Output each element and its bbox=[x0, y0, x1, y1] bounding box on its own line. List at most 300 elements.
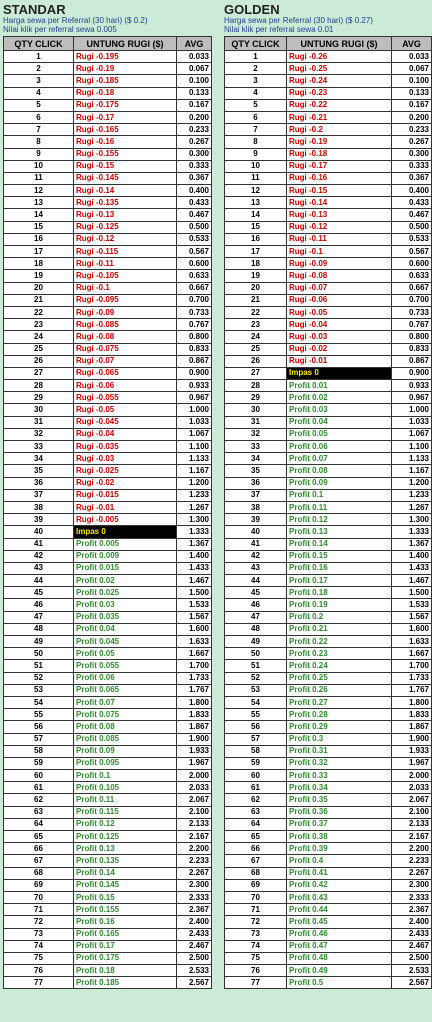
profit-loss-cell: Profit 0.41 bbox=[287, 867, 392, 879]
profit-loss-cell: Rugi -0.175 bbox=[74, 99, 177, 111]
qty-click-cell: 47 bbox=[225, 611, 287, 623]
avg-cell: 0.400 bbox=[177, 185, 212, 197]
avg-cell: 1.633 bbox=[177, 636, 212, 648]
table-row bbox=[225, 392, 432, 404]
table-row bbox=[225, 587, 432, 599]
table-row bbox=[4, 209, 212, 221]
profit-loss-cell: Profit 0.14 bbox=[287, 538, 392, 550]
profit-loss-cell: Rugi -0.24 bbox=[287, 75, 392, 87]
profit-loss-cell: Profit 0.43 bbox=[287, 891, 392, 903]
table-row bbox=[4, 672, 212, 684]
qty-click-cell: 38 bbox=[4, 501, 74, 513]
qty-click-cell: 13 bbox=[225, 197, 287, 209]
avg-cell: 1.000 bbox=[392, 404, 432, 416]
profit-loss-cell: Profit 0.085 bbox=[74, 733, 177, 745]
table-row bbox=[4, 587, 212, 599]
profit-loss-cell: Profit 0.31 bbox=[287, 745, 392, 757]
avg-cell: 0.533 bbox=[392, 233, 432, 245]
table-row bbox=[225, 672, 432, 684]
table-header-row bbox=[4, 37, 212, 51]
profit-loss-cell: Rugi -0.09 bbox=[287, 258, 392, 270]
table-row bbox=[4, 648, 212, 660]
profit-loss-cell: Profit 0.135 bbox=[74, 855, 177, 867]
profit-loss-cell: Rugi -0.18 bbox=[287, 148, 392, 160]
avg-cell: 2.367 bbox=[392, 904, 432, 916]
profit-loss-cell: Rugi -0.2 bbox=[287, 124, 392, 136]
profit-loss-cell: Rugi -0.015 bbox=[74, 489, 177, 501]
table-row bbox=[225, 209, 432, 221]
table-row bbox=[225, 709, 432, 721]
table-row bbox=[4, 319, 212, 331]
avg-cell: 2.500 bbox=[392, 952, 432, 964]
qty-click-cell: 68 bbox=[225, 867, 287, 879]
avg-cell: 1.700 bbox=[392, 660, 432, 672]
avg-cell: 2.400 bbox=[392, 916, 432, 928]
table-row bbox=[225, 221, 432, 233]
table-row bbox=[4, 367, 212, 379]
table-row bbox=[225, 355, 432, 367]
standar-table bbox=[3, 36, 212, 989]
qty-click-cell: 39 bbox=[4, 514, 74, 526]
qty-click-cell: 26 bbox=[4, 355, 74, 367]
qty-click-cell: 14 bbox=[4, 209, 74, 221]
profit-loss-cell: Profit 0.42 bbox=[287, 879, 392, 891]
table-row bbox=[225, 294, 432, 306]
table-row bbox=[4, 818, 212, 830]
qty-click-cell: 43 bbox=[4, 562, 74, 574]
avg-cell: 2.567 bbox=[177, 977, 212, 989]
qty-click-cell: 56 bbox=[225, 721, 287, 733]
profit-loss-cell: Profit 0.28 bbox=[287, 709, 392, 721]
profit-loss-cell: Profit 0.15 bbox=[287, 550, 392, 562]
table-row bbox=[225, 246, 432, 258]
avg-cell: 2.133 bbox=[177, 818, 212, 830]
qty-click-cell: 42 bbox=[225, 550, 287, 562]
profit-loss-cell: Profit 0.2 bbox=[287, 611, 392, 623]
profit-loss-cell: Profit 0.24 bbox=[287, 660, 392, 672]
avg-cell: 0.733 bbox=[392, 306, 432, 318]
avg-cell: 0.933 bbox=[177, 380, 212, 392]
qty-click-cell: 49 bbox=[4, 636, 74, 648]
golden-table-body bbox=[225, 51, 432, 989]
qty-click-cell: 75 bbox=[225, 952, 287, 964]
profit-loss-cell: Profit 0.185 bbox=[74, 977, 177, 989]
profit-loss-cell: Profit 0.19 bbox=[287, 599, 392, 611]
qty-click-cell: 69 bbox=[4, 879, 74, 891]
qty-click-cell: 4 bbox=[4, 87, 74, 99]
table-row bbox=[225, 233, 432, 245]
table-row bbox=[4, 757, 212, 769]
avg-cell: 0.900 bbox=[392, 367, 432, 379]
qty-click-cell: 45 bbox=[225, 587, 287, 599]
avg-cell: 0.333 bbox=[177, 160, 212, 172]
qty-click-cell: 63 bbox=[225, 806, 287, 818]
avg-cell: 2.000 bbox=[392, 770, 432, 782]
avg-cell: 0.800 bbox=[392, 331, 432, 343]
qty-click-cell: 35 bbox=[4, 465, 74, 477]
profit-loss-cell: Profit 0.02 bbox=[74, 575, 177, 587]
qty-click-cell: 5 bbox=[225, 99, 287, 111]
table-row bbox=[225, 794, 432, 806]
table-row bbox=[225, 831, 432, 843]
table-row bbox=[225, 306, 432, 318]
qty-click-cell: 48 bbox=[225, 623, 287, 635]
qty-click-cell: 71 bbox=[225, 904, 287, 916]
avg-cell: 0.667 bbox=[392, 282, 432, 294]
avg-cell: 0.967 bbox=[177, 392, 212, 404]
qty-click-cell: 17 bbox=[225, 246, 287, 258]
table-row bbox=[225, 465, 432, 477]
avg-cell: 1.833 bbox=[392, 709, 432, 721]
avg-cell: 2.267 bbox=[177, 867, 212, 879]
profit-loss-cell: Rugi -0.1 bbox=[287, 246, 392, 258]
qty-click-cell: 61 bbox=[225, 782, 287, 794]
table-row bbox=[225, 770, 432, 782]
qty-click-cell: 33 bbox=[4, 441, 74, 453]
avg-cell: 2.167 bbox=[177, 831, 212, 843]
table-row bbox=[4, 185, 212, 197]
avg-cell: 0.233 bbox=[177, 124, 212, 136]
qty-click-cell: 7 bbox=[225, 124, 287, 136]
table-row bbox=[225, 904, 432, 916]
avg-cell: 1.900 bbox=[392, 733, 432, 745]
qty-click-cell: 63 bbox=[4, 806, 74, 818]
qty-click-cell: 21 bbox=[225, 294, 287, 306]
avg-cell: 0.367 bbox=[392, 172, 432, 184]
avg-cell: 1.967 bbox=[177, 757, 212, 769]
table-row bbox=[225, 404, 432, 416]
avg-cell: 2.433 bbox=[392, 928, 432, 940]
avg-cell: 1.200 bbox=[392, 477, 432, 489]
qty-click-cell: 19 bbox=[225, 270, 287, 282]
table-row bbox=[4, 246, 212, 258]
qty-click-cell: 14 bbox=[225, 209, 287, 221]
qty-click-cell: 74 bbox=[4, 940, 74, 952]
avg-cell: 0.200 bbox=[392, 111, 432, 123]
qty-click-cell: 38 bbox=[225, 501, 287, 513]
qty-click-cell: 16 bbox=[225, 233, 287, 245]
avg-cell: 1.100 bbox=[392, 441, 432, 453]
qty-click-cell: 41 bbox=[4, 538, 74, 550]
table-row bbox=[225, 172, 432, 184]
qty-click-header: QTY CLICK bbox=[225, 37, 287, 51]
avg-cell: 1.167 bbox=[177, 465, 212, 477]
table-row bbox=[4, 197, 212, 209]
profit-loss-cell: Rugi -0.02 bbox=[287, 343, 392, 355]
table-row bbox=[4, 477, 212, 489]
profit-loss-cell: Profit 0.05 bbox=[74, 648, 177, 660]
profit-loss-cell: Profit 0.09 bbox=[287, 477, 392, 489]
profit-loss-cell: Profit 0.125 bbox=[74, 831, 177, 843]
table-row bbox=[4, 355, 212, 367]
click-value-note: Nilai klik per referral sewa 0.005 bbox=[3, 25, 117, 34]
avg-cell: 1.200 bbox=[177, 477, 212, 489]
avg-cell: 1.933 bbox=[177, 745, 212, 757]
qty-click-cell: 72 bbox=[225, 916, 287, 928]
avg-cell: 0.933 bbox=[392, 380, 432, 392]
avg-cell: 2.200 bbox=[392, 843, 432, 855]
qty-click-cell: 9 bbox=[4, 148, 74, 160]
profit-loss-cell: Rugi -0.04 bbox=[74, 428, 177, 440]
profit-loss-cell: Rugi -0.05 bbox=[287, 306, 392, 318]
rental-price-note: Harga sewa per Referral (30 hari) ($ 0.27) bbox=[224, 16, 373, 25]
profit-loss-cell: Profit 0.16 bbox=[74, 916, 177, 928]
profit-loss-cell: Rugi -0.125 bbox=[74, 221, 177, 233]
avg-cell: 0.700 bbox=[177, 294, 212, 306]
qty-click-cell: 10 bbox=[225, 160, 287, 172]
table-row bbox=[225, 185, 432, 197]
avg-cell: 2.467 bbox=[177, 940, 212, 952]
profit-loss-cell: Rugi -0.1 bbox=[74, 282, 177, 294]
qty-click-cell: 40 bbox=[4, 526, 74, 538]
profit-loss-cell: Profit 0.03 bbox=[74, 599, 177, 611]
profit-loss-cell: Rugi -0.02 bbox=[74, 477, 177, 489]
qty-click-cell: 60 bbox=[4, 770, 74, 782]
qty-click-cell: 39 bbox=[225, 514, 287, 526]
table-row bbox=[4, 855, 212, 867]
profit-loss-cell: Profit 0.07 bbox=[287, 453, 392, 465]
table-row bbox=[4, 136, 212, 148]
profit-loss-cell: Rugi -0.045 bbox=[74, 416, 177, 428]
table-row bbox=[225, 63, 432, 75]
qty-click-cell: 55 bbox=[225, 709, 287, 721]
qty-click-cell: 53 bbox=[4, 684, 74, 696]
qty-click-cell: 62 bbox=[4, 794, 74, 806]
profit-loss-cell: Rugi -0.22 bbox=[287, 99, 392, 111]
profit-loss-cell: Profit 0.005 bbox=[74, 538, 177, 550]
table-row bbox=[4, 441, 212, 453]
profit-loss-cell: Profit 0.065 bbox=[74, 684, 177, 696]
avg-cell: 1.067 bbox=[392, 428, 432, 440]
profit-loss-cell: Rugi -0.11 bbox=[287, 233, 392, 245]
profit-loss-cell: Profit 0.32 bbox=[287, 757, 392, 769]
click-value-note: Nilai klik per referral sewa 0.01 bbox=[224, 25, 334, 34]
avg-cell: 1.667 bbox=[177, 648, 212, 660]
qty-click-cell: 49 bbox=[225, 636, 287, 648]
profit-loss-cell: Rugi -0.26 bbox=[287, 51, 392, 63]
table-row bbox=[4, 745, 212, 757]
profit-loss-cell: Profit 0.46 bbox=[287, 928, 392, 940]
profit-loss-cell: Rugi -0.15 bbox=[287, 185, 392, 197]
table-row bbox=[225, 952, 432, 964]
panel-title: GOLDEN bbox=[224, 2, 280, 17]
table-row bbox=[225, 855, 432, 867]
table-row bbox=[225, 757, 432, 769]
qty-click-cell: 67 bbox=[225, 855, 287, 867]
qty-click-cell: 71 bbox=[4, 904, 74, 916]
qty-click-cell: 76 bbox=[225, 965, 287, 977]
avg-cell: 1.267 bbox=[177, 501, 212, 513]
table-row bbox=[225, 928, 432, 940]
avg-cell: 0.600 bbox=[177, 258, 212, 270]
qty-click-cell: 70 bbox=[225, 891, 287, 903]
panel-title: STANDAR bbox=[3, 2, 66, 17]
qty-click-cell: 20 bbox=[225, 282, 287, 294]
qty-click-cell: 12 bbox=[225, 185, 287, 197]
table-row bbox=[225, 696, 432, 708]
avg-cell: 2.500 bbox=[177, 952, 212, 964]
profit-loss-cell: Rugi -0.025 bbox=[74, 465, 177, 477]
qty-click-cell: 25 bbox=[225, 343, 287, 355]
qty-click-cell: 57 bbox=[225, 733, 287, 745]
profit-loss-cell: Profit 0.23 bbox=[287, 648, 392, 660]
profit-loss-cell: Profit 0.025 bbox=[74, 587, 177, 599]
profit-loss-cell: Profit 0.22 bbox=[287, 636, 392, 648]
table-row bbox=[4, 599, 212, 611]
qty-click-cell: 15 bbox=[4, 221, 74, 233]
qty-click-cell: 48 bbox=[4, 623, 74, 635]
qty-click-cell: 21 bbox=[4, 294, 74, 306]
avg-cell: 2.233 bbox=[177, 855, 212, 867]
profit-loss-cell: Rugi -0.155 bbox=[74, 148, 177, 160]
qty-click-cell: 17 bbox=[4, 246, 74, 258]
table-row bbox=[225, 514, 432, 526]
avg-cell: 2.000 bbox=[177, 770, 212, 782]
profit-loss-cell: Profit 0.075 bbox=[74, 709, 177, 721]
avg-header: AVG bbox=[177, 37, 212, 51]
qty-click-cell: 65 bbox=[225, 831, 287, 843]
profit-loss-cell: Profit 0.09 bbox=[74, 745, 177, 757]
table-row bbox=[4, 940, 212, 952]
profit-loss-cell: Rugi -0.195 bbox=[74, 51, 177, 63]
avg-cell: 0.967 bbox=[392, 392, 432, 404]
avg-cell: 0.767 bbox=[392, 319, 432, 331]
qty-click-cell: 4 bbox=[225, 87, 287, 99]
qty-click-cell: 58 bbox=[4, 745, 74, 757]
table-row bbox=[4, 904, 212, 916]
table-row bbox=[4, 465, 212, 477]
table-row bbox=[225, 428, 432, 440]
profit-loss-cell: Profit 0.04 bbox=[287, 416, 392, 428]
avg-cell: 1.300 bbox=[392, 514, 432, 526]
avg-cell: 0.900 bbox=[177, 367, 212, 379]
profit-loss-cell: Rugi -0.03 bbox=[287, 331, 392, 343]
qty-click-cell: 73 bbox=[225, 928, 287, 940]
table-row bbox=[225, 136, 432, 148]
profit-loss-cell: Profit 0.21 bbox=[287, 623, 392, 635]
qty-click-cell: 27 bbox=[225, 367, 287, 379]
avg-cell: 2.367 bbox=[177, 904, 212, 916]
table-row bbox=[225, 684, 432, 696]
table-row bbox=[4, 87, 212, 99]
avg-cell: 1.867 bbox=[177, 721, 212, 733]
table-row bbox=[4, 111, 212, 123]
profit-loss-cell: Impas 0 bbox=[287, 367, 392, 379]
qty-click-cell: 3 bbox=[4, 75, 74, 87]
qty-click-cell: 46 bbox=[4, 599, 74, 611]
avg-cell: 1.733 bbox=[392, 672, 432, 684]
avg-cell: 0.433 bbox=[392, 197, 432, 209]
table-row bbox=[225, 343, 432, 355]
profit-loss-cell: Rugi -0.01 bbox=[287, 355, 392, 367]
qty-click-cell: 6 bbox=[4, 111, 74, 123]
profit-loss-cell: Profit 0.175 bbox=[74, 952, 177, 964]
table-row bbox=[225, 879, 432, 891]
avg-cell: 1.433 bbox=[177, 562, 212, 574]
qty-click-cell: 70 bbox=[4, 891, 74, 903]
qty-click-cell: 66 bbox=[225, 843, 287, 855]
avg-cell: 0.567 bbox=[392, 246, 432, 258]
avg-cell: 1.467 bbox=[177, 575, 212, 587]
avg-cell: 1.033 bbox=[177, 416, 212, 428]
profit-loss-cell: Rugi -0.12 bbox=[287, 221, 392, 233]
profit-loss-cell: Rugi -0.06 bbox=[74, 380, 177, 392]
table-row bbox=[4, 952, 212, 964]
qty-click-cell: 33 bbox=[225, 441, 287, 453]
qty-click-cell: 20 bbox=[4, 282, 74, 294]
avg-cell: 1.533 bbox=[177, 599, 212, 611]
avg-cell: 2.267 bbox=[392, 867, 432, 879]
qty-click-cell: 11 bbox=[225, 172, 287, 184]
profit-loss-cell: Rugi -0.04 bbox=[287, 319, 392, 331]
table-row bbox=[225, 891, 432, 903]
profit-loss-cell: Profit 0.02 bbox=[287, 392, 392, 404]
profit-loss-cell: Profit 0.12 bbox=[74, 818, 177, 830]
avg-cell: 0.333 bbox=[392, 160, 432, 172]
table-row bbox=[225, 87, 432, 99]
avg-cell: 0.633 bbox=[392, 270, 432, 282]
avg-cell: 0.467 bbox=[392, 209, 432, 221]
qty-click-cell: 8 bbox=[4, 136, 74, 148]
qty-click-cell: 1 bbox=[225, 51, 287, 63]
avg-cell: 1.267 bbox=[392, 501, 432, 513]
qty-click-cell: 75 bbox=[4, 952, 74, 964]
avg-cell: 1.367 bbox=[177, 538, 212, 550]
profit-loss-cell: Rugi -0.115 bbox=[74, 246, 177, 258]
profit-loss-cell: Profit 0.045 bbox=[74, 636, 177, 648]
qty-click-cell: 37 bbox=[225, 489, 287, 501]
table-row bbox=[225, 562, 432, 574]
avg-cell: 0.867 bbox=[177, 355, 212, 367]
qty-click-cell: 2 bbox=[4, 63, 74, 75]
avg-cell: 1.300 bbox=[177, 514, 212, 526]
table-row bbox=[225, 526, 432, 538]
profit-loss-cell: Profit 0.04 bbox=[74, 623, 177, 635]
avg-cell: 0.500 bbox=[392, 221, 432, 233]
profit-loss-cell: Profit 0.47 bbox=[287, 940, 392, 952]
profit-loss-cell: Profit 0.05 bbox=[287, 428, 392, 440]
profit-loss-cell: Profit 0.115 bbox=[74, 806, 177, 818]
profit-loss-cell: Rugi -0.19 bbox=[287, 136, 392, 148]
table-row bbox=[4, 782, 212, 794]
table-row bbox=[4, 404, 212, 416]
profit-loss-cell: Rugi -0.19 bbox=[74, 63, 177, 75]
qty-click-cell: 72 bbox=[4, 916, 74, 928]
qty-click-cell: 24 bbox=[4, 331, 74, 343]
table-row bbox=[4, 867, 212, 879]
table-row bbox=[4, 124, 212, 136]
profit-loss-cell: Profit 0.38 bbox=[287, 831, 392, 843]
qty-click-cell: 22 bbox=[225, 306, 287, 318]
profit-loss-cell: Profit 0.155 bbox=[74, 904, 177, 916]
avg-cell: 2.433 bbox=[177, 928, 212, 940]
avg-cell: 1.867 bbox=[392, 721, 432, 733]
table-row bbox=[225, 380, 432, 392]
qty-click-cell: 35 bbox=[225, 465, 287, 477]
table-row bbox=[4, 879, 212, 891]
avg-cell: 2.300 bbox=[392, 879, 432, 891]
table-row bbox=[4, 575, 212, 587]
table-row bbox=[4, 965, 212, 977]
table-row bbox=[225, 258, 432, 270]
profit-loss-cell: Profit 0.15 bbox=[74, 891, 177, 903]
profit-loss-cell: Impas 0 bbox=[74, 526, 177, 538]
qty-click-cell: 23 bbox=[225, 319, 287, 331]
table-row bbox=[225, 501, 432, 513]
profit-loss-cell: Profit 0.11 bbox=[74, 794, 177, 806]
avg-cell: 2.233 bbox=[392, 855, 432, 867]
table-row bbox=[4, 51, 212, 63]
